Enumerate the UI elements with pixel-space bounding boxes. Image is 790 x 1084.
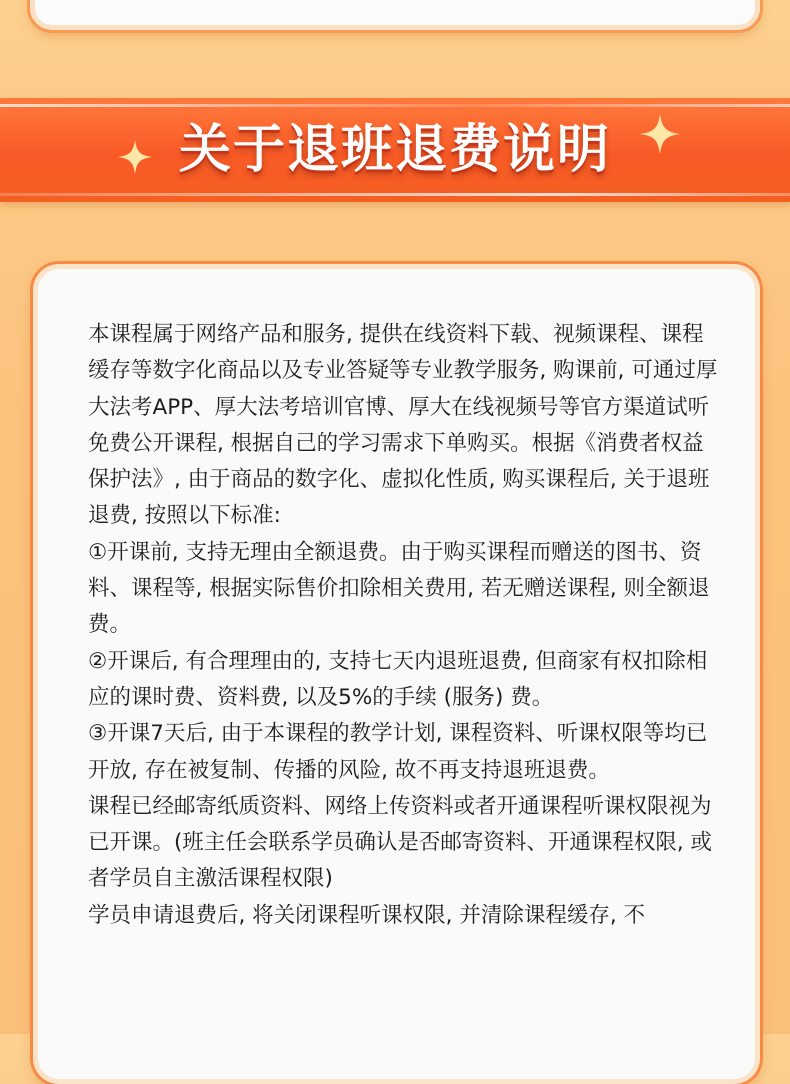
policy-paragraph-intro: 本课程属于网络产品和服务, 提供在线资料下载、视频课程、课程缓存等数字化商品以及专业答疑等专业教学服务, 购课前, 可通过厚大法考APP、厚大法考培训官博、厚大在线视频号等官方渠道试听免费公开课程, 根据自己的学习需求下单购买。根据《消费者权益保护法》, 由于商品的数字化、虚拟化性质, 购买课程后, 关于退班退费, 按照以下标准: (88, 322, 718, 529)
previous-section-card (30, 0, 760, 30)
policy-paragraph-after-7-days: ③开课7天后, 由于本课程的教学计划, 课程资料、听课权限等均已开放, 存在被复制、传播的风险, 故不再支持退班退费。 (88, 721, 708, 783)
section-banner (0, 98, 790, 202)
sparkle-icon (640, 114, 680, 154)
policy-paragraph-after-refund: 学员申请退费后, 将关闭课程听课权限, 并清除课程缓存, 不 (88, 902, 646, 928)
refund-policy-text (88, 317, 720, 934)
section-title: 关于退班退费说明 (178, 120, 611, 180)
policy-paragraph-before-class: ①开课前, 支持无理由全额退费。由于购买课程而赠送的图书、资料、课程等, 根据实际售价扣除相关费用, 若无赠送课程, 则全额退费。 (88, 539, 710, 638)
policy-paragraph-after-class: ②开课后, 有合理理由的, 支持七天内退班退费, 但商家有权扣除相应的课时费、资料费, 以及5%的手续 (服务) 费。 (88, 648, 708, 710)
policy-paragraph-class-start-definition: 课程已经邮寄纸质资料、网络上传资料或者开通课程听课权限视为已开课。(班主任会联系学员确认是否邮寄资料、开通课程权限, 或者学员自主激活课程权限) (88, 793, 713, 892)
refund-policy-card (33, 264, 760, 1084)
